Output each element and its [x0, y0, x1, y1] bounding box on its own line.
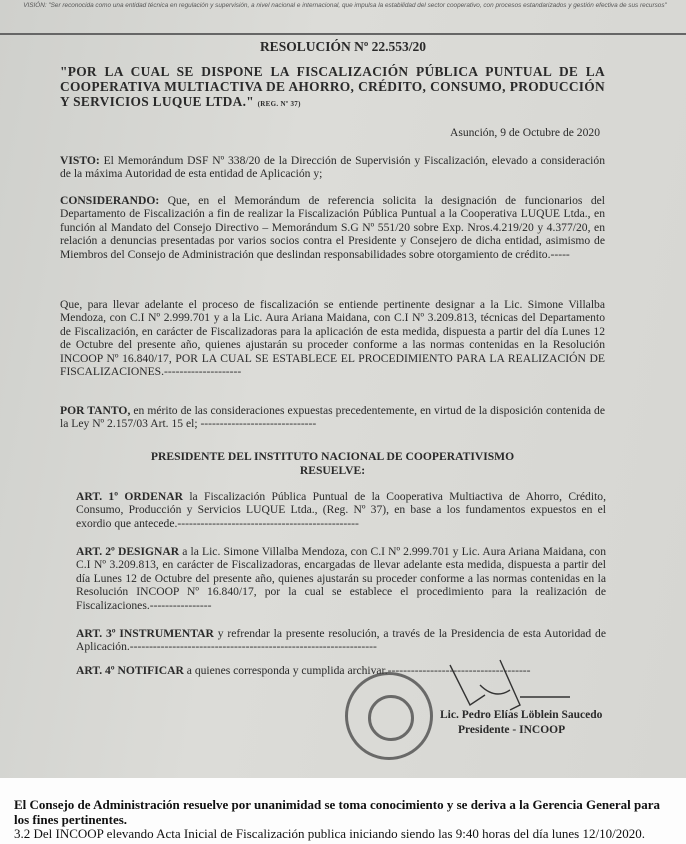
resuelve-heading: RESUELVE:	[299, 464, 366, 477]
article-4-label: ART. 4º NOTIFICAR	[76, 664, 184, 677]
footer-note	[14, 798, 674, 842]
article-2	[76, 545, 606, 612]
que-para-paragraph: Que, para llevar adelante el proceso de fiscalización se entiende pertinente designar a la Lic. Simone Villalba Mendoza, con C.I Nº 2.999.701 y a la Lic. Aura Ariana Maidana, con C.I Nº 3.209.813, técnicas del Departamento de Fiscalización, en carácter de Fiscalizadoras para la aplicación de esta medida, dispuesta a partir del día Lunes 12 de Octubre del presente año, quienes ajustarán su proceder conforme a las normas contenidas en la Resolución INCOOP Nº 16.840/17, POR LA CUAL SE ESTABLECE EL PROCEDIMIENTO PARA LA REALIZACIÓN DE FISCALIZACIONES.--------------------	[60, 298, 605, 379]
por-tanto-label: POR TANTO,	[60, 404, 131, 417]
article-2-label: ART. 2º DESIGNAR	[76, 545, 180, 558]
considerando-label: CONSIDERANDO:	[60, 194, 160, 207]
article-4-text: a quienes corresponda y cumplida archivar.-------------------------------------	[186, 664, 531, 677]
article-3	[76, 627, 606, 654]
presidente-heading: PRESIDENTE DEL INSTITUTO NACIONAL DE COOPERATIVISMO	[150, 450, 515, 463]
signer-title: Presidente - INCOOP	[458, 724, 566, 736]
date: Asunción, 9 de Octubre de 2020	[449, 126, 600, 139]
visto-label: VISTO:	[60, 154, 100, 167]
signature-block	[440, 708, 640, 738]
footer-line-2: 3.2 Del INCOOP elevando Acta Inicial de Fiscalización publica iniciando siendo las 9:40 horas del día lunes 12/10/2020.	[14, 826, 645, 841]
visto-text: El Memorándum DSF Nº 338/20 de la Dirección de Supervisión y Fiscalización, elevado a consideración de la máxima Autoridad de esta entidad de Aplicación y;	[60, 154, 605, 181]
visto-paragraph	[60, 154, 605, 181]
official-stamp	[345, 672, 433, 760]
por-tanto-paragraph	[60, 404, 605, 431]
article-3-label: ART. 3º INSTRUMENTAR	[76, 627, 214, 640]
considerando-paragraph	[60, 194, 605, 261]
article-1-label: ART. 1º ORDENAR	[76, 490, 183, 503]
resolution-title: RESOLUCIÓN Nº 22.553/20	[259, 39, 427, 54]
article-1	[76, 490, 606, 530]
article-1-text: la Fiscalización Pública Puntual de la Cooperativa Multiactiva de Ahorro, Crédito, Consumo, Producción y Servicios LUQUE Ltda., (Reg. Nº 37), en base a los fundamentos expuestos en el exordio que antecede.-----------------------------------------------	[76, 490, 606, 530]
header-divider	[0, 33, 686, 35]
footer-line-1: El Consejo de Administración resuelve por unanimidad se toma conocimiento y se deriva a la Gerencia General para los fines pertinentes.	[14, 797, 661, 827]
resolution-heading	[60, 64, 605, 112]
signer-name: Lic. Pedro Elías Löblein Saucedo	[440, 709, 603, 721]
article-3-text: y refrendar la presente resolución, a través de la Presidencia de esta Autoridad de Aplicación.----------------------------------------------------------------	[76, 627, 606, 654]
por-tanto-text: en mérito de las consideraciones expuestas precedentemente, en virtud de la disposición contenida de la Ley Nº 2.157/03 Art. 15 el; ------------------------------	[60, 404, 605, 431]
heading-reg: (REG. Nº 37)	[257, 100, 301, 108]
article-2-text: a la Lic. Simone Villalba Mendoza, con C.I Nº 2.999.701 y Lic. Aura Ariana Maidana, con C.I Nº 3.209.813, en carácter de Fiscalizadoras, encargadas de llevar adelante esta medida, dispuesta a partir del día Lunes 12 de Octubre del presente año, quienes ajustarán su proceder conforme a las normas contenidas en la Resolución INCOOP Nº 16.840/17, por la cual se establece el procedimiento para la realización de Fiscalizaciones.----------------	[76, 545, 606, 612]
signature	[440, 655, 640, 715]
considerando-text: Que, en el Memorándum de referencia solicita la designación de funcionarios del Departamento de Fiscalización a fin de realizar la Fiscalización Pública Puntual a la Cooperativa LUQUE Ltda., en función al Mandato del Consejo Directivo – Memorándum S.G Nº 551/20 sobre Exp. Nros.4.219/20 y 4.377/20, en relación a denuncias presentadas por varios socios contra el Presidente y Consejero de dicha entidad, asimismo de Miembros del Consejo de Administración que deslindan responsabilidades sobre otorgamiento de crédito.-----	[60, 194, 605, 261]
heading-text: "POR LA CUAL SE DISPONE LA FISCALIZACIÓN PÚBLICA PUNTUAL DE LA COOPERATIVA MULTIACTIVA DE AHORRO, CRÉDITO, CONSUMO, PRODUCCIÓN Y SERVICIOS LUQUE LTDA."	[60, 64, 605, 109]
vision-statement: VISIÓN: "Ser reconocida como una entidad técnica en regulación y supervisión, a nivel nacional e internacional, que impulsa la estabilidad del sector cooperativo, con procesos estandarizados y gestión efectiva de sus recursos"	[23, 2, 667, 9]
